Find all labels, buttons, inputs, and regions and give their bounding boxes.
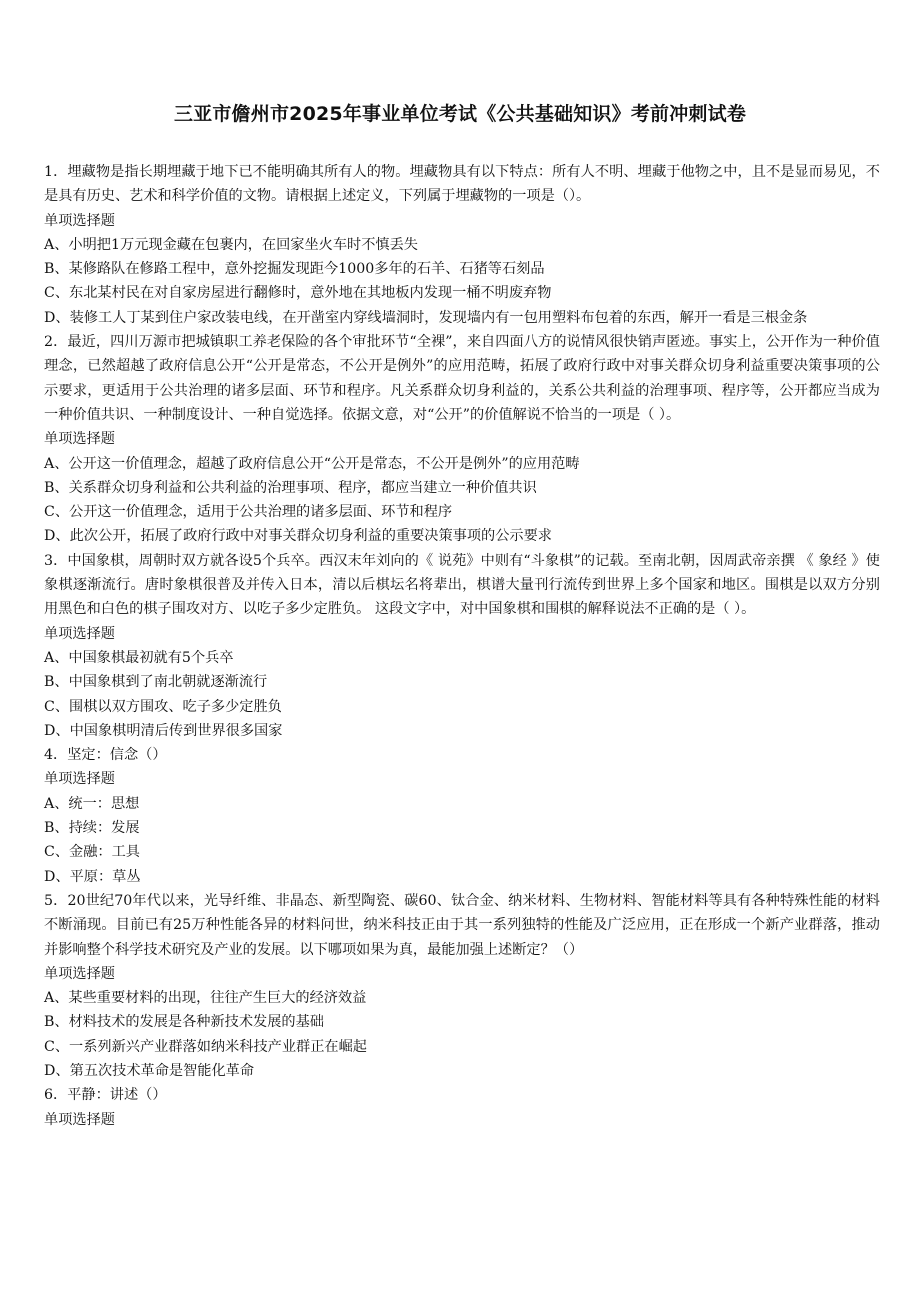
question-2-text: 2．最近，四川万源市把城镇职工养老保险的各个审批环节“全裸”，来自四面八方的说情风很快销声匿迹。事实上，公开作为一种价值理念，已然超越了政府信息公开“公开是常态，不公开是例外”的应用范畴，拓展了政府行政中对事关群众切身利益重要决策事项的公示要求，更适用于公共治理的诸多层面、环节和程序。凡关系群众切身利益的，关系公共利益的治理事项、程序等，公开都应当成为一种价值共识、一种制度设计、一种自觉选择。依据文意，对“公开”的价值解说不恰当的一项是（ ）。 — [44, 334, 880, 423]
question-5-option-a: A、某些重要材料的出现，往往产生巨大的经济效益 — [44, 990, 367, 1007]
question-1-option-b: B、某修路队在修路工程中，意外挖掘发现距今1000多年的石羊、石猪等石刻品 — [44, 261, 545, 278]
question-4-option-a: A、统一：思想 — [44, 795, 140, 812]
question-3-option-c: C、围棋以双方围攻、吃子多少定胜负 — [44, 698, 282, 715]
question-3-type: 单项选择题 — [44, 625, 115, 642]
question-6-text: 6．平静：讲述（） — [44, 1087, 167, 1104]
question-3-option-a: A、中国象棋最初就有5个兵卒 — [44, 649, 234, 666]
question-2-option-b: B、关系群众切身利益和公共利益的治理事项、程序，都应当建立一种价值共识 — [44, 479, 537, 496]
question-2-type: 单项选择题 — [44, 431, 115, 448]
question-list — [44, 160, 880, 1132]
question-2-option-a: A、公开这一价值理念，超越了政府信息公开“公开是常态，不公开是例外”的应用范畴 — [44, 455, 580, 472]
question-1-option-c: C、东北某村民在对自家房屋进行翻修时，意外地在其地板内发现一桶不明废弃物 — [44, 285, 552, 302]
question-2-option-d: D、此次公开，拓展了政府行政中对事关群众切身利益的重要决策事项的公示要求 — [44, 528, 552, 545]
question-3-text: 3．中国象棋，周朝时双方就各设5个兵卒。西汉末年刘向的《 说苑》中则有“斗象棋”的记载。至南北朝，因周武帝亲撰 《 象经 》使象棋逐渐流行。唐时象棋很普及并传入日本，清以后棋坛名将辈出，棋谱大量刊行流传到世界上多个国家和地区。围棋是以双方分别用黑色和白色的棋子围攻对方、以吃子多少定胜负。 这段文字中，对中国象棋和围棋的解释说法不正确的是（ ）。 — [44, 552, 880, 618]
question-5-option-c: C、一系列新兴产业群落如纳米科技产业群正在崛起 — [44, 1038, 367, 1055]
question-1-option-a: A、小明把1万元现金藏在包裹内，在回家坐火车时不慎丢失 — [44, 236, 418, 253]
question-2-option-c: C、公开这一价值理念，适用于公共治理的诸多层面、环节和程序 — [44, 504, 453, 521]
question-1-text: 1．埋藏物是指长期埋藏于地下已不能明确其所有人的物。埋藏物具有以下特点：所有人不明、埋藏于他物之中，且不是显而易见，不是具有历史、艺术和科学价值的文物。请根据上述定义，下列属于埋藏物的一项是（）。 — [44, 164, 880, 205]
page-title: 三亚市儋州市2025年事业单位考试《公共基础知识》考前冲刺试卷 — [173, 103, 747, 125]
question-4-option-d: D、平原：草丛 — [44, 868, 141, 885]
question-1-type: 单项选择题 — [44, 212, 115, 229]
question-4-option-b: B、持续：发展 — [44, 820, 140, 837]
question-4-text: 4．坚定：信念（） — [44, 747, 167, 764]
question-3-option-b: B、中国象棋到了南北朝就逐渐流行 — [44, 674, 268, 691]
question-5-text: 5．20世纪70年代以来，光导纤维、非晶态、新型陶瓷、碳60、钛合金、纳米材料、生物材料、智能材料等具有各种特殊性能的材料不断涌现。目前已有25万种性能各异的材料问世，纳米科技正由于其一系列独特的性能及广泛应用，正在形成一个新产业群落，推动并影响整个科学技术研究及产业的发展。以下哪项如果为真，最能加强上述断定？（） — [44, 892, 880, 958]
question-5-type: 单项选择题 — [44, 965, 115, 982]
question-3-option-d: D、中国象棋明清后传到世界很多国家 — [44, 722, 283, 739]
question-5-option-b: B、材料技术的发展是各种新技术发展的基础 — [44, 1014, 324, 1031]
question-5-option-d: D、第五次技术革命是智能化革命 — [44, 1062, 255, 1079]
question-1-option-d: D、装修工人丁某到住户家改装电线，在开凿室内穿线墙洞时，发现墙内有一包用塑料布包着的东西，解开一看是三根金条 — [44, 309, 808, 326]
question-4-type: 单项选择题 — [44, 771, 115, 788]
question-6-type: 单项选择题 — [44, 1111, 115, 1128]
question-4-option-c: C、金融：工具 — [44, 844, 140, 861]
